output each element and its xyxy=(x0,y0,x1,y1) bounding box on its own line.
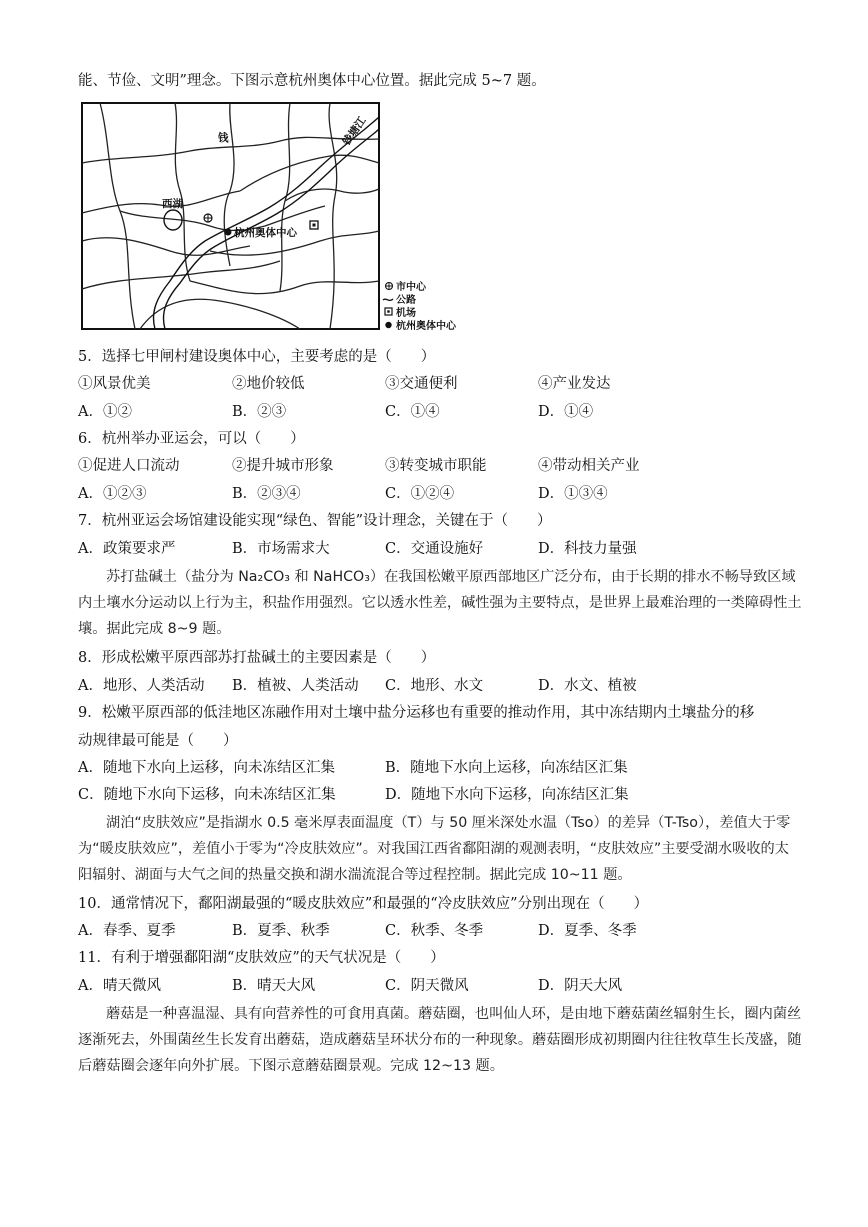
q11-option-a[interactable]: A．晴天微风 xyxy=(78,978,161,994)
q6-option-b[interactable]: B．②③④ xyxy=(232,486,301,502)
q9-option-a[interactable]: A．随地下水向上运移，向未冻结区汇集 xyxy=(78,760,335,776)
map-legend xyxy=(383,280,457,332)
q9-option-d[interactable]: D．随地下水向下运移，向冻结区汇集 xyxy=(385,787,629,803)
q10-option-a[interactable]: A．春季、夏季 xyxy=(78,923,176,939)
legend-city-center: 市中心 xyxy=(396,282,426,293)
q5-item-3: ③交通便利 xyxy=(385,376,458,392)
q9-option-c[interactable]: C．随地下水向下运移，向未冻结区汇集 xyxy=(78,787,336,803)
q6-item-1: ①促进人口流动 xyxy=(78,458,180,474)
legend-airport: 机场 xyxy=(396,308,416,319)
q5-option-c[interactable]: C．①④ xyxy=(385,404,440,420)
olympic-center-icon xyxy=(225,229,232,236)
q6-option-a[interactable]: A．①②③ xyxy=(78,486,147,502)
map-frame xyxy=(82,103,379,329)
legend-road-icon xyxy=(383,299,393,300)
legend-olympic: 杭州奥体中心 xyxy=(396,321,456,332)
q10-option-d[interactable]: D．夏季、冬季 xyxy=(538,923,637,939)
q7-option-d[interactable]: D．科技力量强 xyxy=(538,541,637,557)
soil-passage: 苏打盐碱土（盐分为 Na₂CO₃ 和 NaHCO₃）在我国松嫩平原西部地区广泛分布，由于长期的排水不畅导致区域内土壤水分运动以上行为主，积盐作用强烈。它以透水性差，碱性强为主要特点，是世界上最难治理的一类障碍性土壤。据此完成 8~9 题。 xyxy=(78,569,802,637)
q8-option-c[interactable]: C．地形、水文 xyxy=(385,678,484,694)
q5-option-a[interactable]: A．①② xyxy=(78,404,132,420)
map-label-west-lake: 西湖 xyxy=(162,198,183,210)
q10-option-c[interactable]: C．秋季、冬季 xyxy=(385,923,484,939)
intro-tail: 能、节俭、文明”理念。下图示意杭州奥体中心位置。据此完成 5~7 题。 xyxy=(78,73,546,89)
map-label-top: 钱 xyxy=(218,132,229,144)
q5-item-4: ④产业发达 xyxy=(538,376,611,392)
q7-option-b[interactable]: B．市场需求大 xyxy=(232,541,330,557)
legend-olympic-icon xyxy=(385,322,391,328)
legend-road: 公路 xyxy=(396,295,416,306)
q11-stem: 11．有利于增强鄱阳湖“皮肤效应”的天气状况是（ ） xyxy=(78,950,445,966)
mushroom-passage: 蘑菇是一种喜温湿、具有向营养性的可食用真菌。蘑菇圈，也叫仙人环，是由地下蘑菇菌丝辐射生长，圈内菌丝逐渐死去，外围菌丝生长发育出蘑菇，造成蘑菇呈环状分布的一种现象。蘑菇圈形成初期圈内往往牧草生长茂盛，随后蘑菇圈会逐年向外扩展。下图示意蘑菇圈景观。完成 12~13 题。 xyxy=(78,1006,802,1074)
q11-option-b[interactable]: B．晴天大风 xyxy=(232,978,316,994)
q8-option-b[interactable]: B．植被、人类活动 xyxy=(232,678,359,694)
q6-option-d[interactable]: D．①③④ xyxy=(538,486,608,502)
q5-item-2: ②地价较低 xyxy=(232,376,305,392)
q7-stem: 7．杭州亚运会场馆建设能实现“绿色、智能”设计理念，关键在于（ ） xyxy=(78,513,552,529)
q9-option-b[interactable]: B．随地下水向上运移，向冻结区汇集 xyxy=(385,760,628,776)
q6-item-3: ③转变城市职能 xyxy=(385,458,487,474)
q8-stem: 8．形成松嫩平原西部苏打盐碱土的主要因素是（ ） xyxy=(78,650,436,666)
q10-option-b[interactable]: B．夏季、秋季 xyxy=(232,923,330,939)
q11-option-d[interactable]: D．阴天大风 xyxy=(538,978,623,994)
road-network xyxy=(82,103,379,329)
lake-passage: 湖泊“皮肤效应”是指湖水 0.5 毫米厚表面温度（T）与 50 厘米深处水温（Tso）的差异（T-Tso），差值大于零为“暖皮肤效应”，差值小于零为“冷皮肤效应”。对我国江西省鄱阳湖的观测表明，“皮肤效应”主要受湖水吸收的太阳辐射、湖面与大气之间的热量交换和湖水湍流混合等过程控制。据此完成 10~11 题。 xyxy=(78,815,791,883)
q9-stem-line1: 9．松嫩平原西部的低洼地区冻融作用对土壤中盐分运移也有重要的推动作用，其中冻结期内土壤盐分的移 xyxy=(78,705,755,721)
q10-stem: 10．通常情况下，鄱阳湖最强的“暖皮肤效应”和最强的“冷皮肤效应”分别出现在（ ） xyxy=(78,896,649,912)
q5-stem: 5．选择七甲闸村建设奥体中心，主要考虑的是（ ） xyxy=(78,349,436,365)
q8-option-d[interactable]: D．水文、植被 xyxy=(538,678,637,694)
q5-item-1: ①风景优美 xyxy=(78,376,151,392)
q6-option-c[interactable]: C．①②④ xyxy=(385,486,455,502)
q11-option-c[interactable]: C．阴天微风 xyxy=(385,978,469,994)
map-label-river: 钱塘江 xyxy=(340,115,369,148)
q9-stem-line2: 动规律最可能是（ ） xyxy=(78,733,238,749)
hangzhou-map xyxy=(80,101,475,336)
q6-stem: 6．杭州举办亚运会，可以（ ） xyxy=(78,431,305,447)
q6-item-2: ②提升城市形象 xyxy=(232,458,334,474)
q7-option-a[interactable]: A．政策要求严 xyxy=(78,541,176,557)
qiantang-river xyxy=(153,117,379,329)
q5-option-d[interactable]: D．①④ xyxy=(538,404,594,420)
q7-option-c[interactable]: C．交通设施好 xyxy=(385,541,484,557)
q8-option-a[interactable]: A．地形、人类活动 xyxy=(78,678,205,694)
q5-option-b[interactable]: B．②③ xyxy=(232,404,287,420)
map-label-olympic: 杭州奥体中心 xyxy=(234,227,297,239)
q6-item-4: ④带动相关产业 xyxy=(538,458,640,474)
